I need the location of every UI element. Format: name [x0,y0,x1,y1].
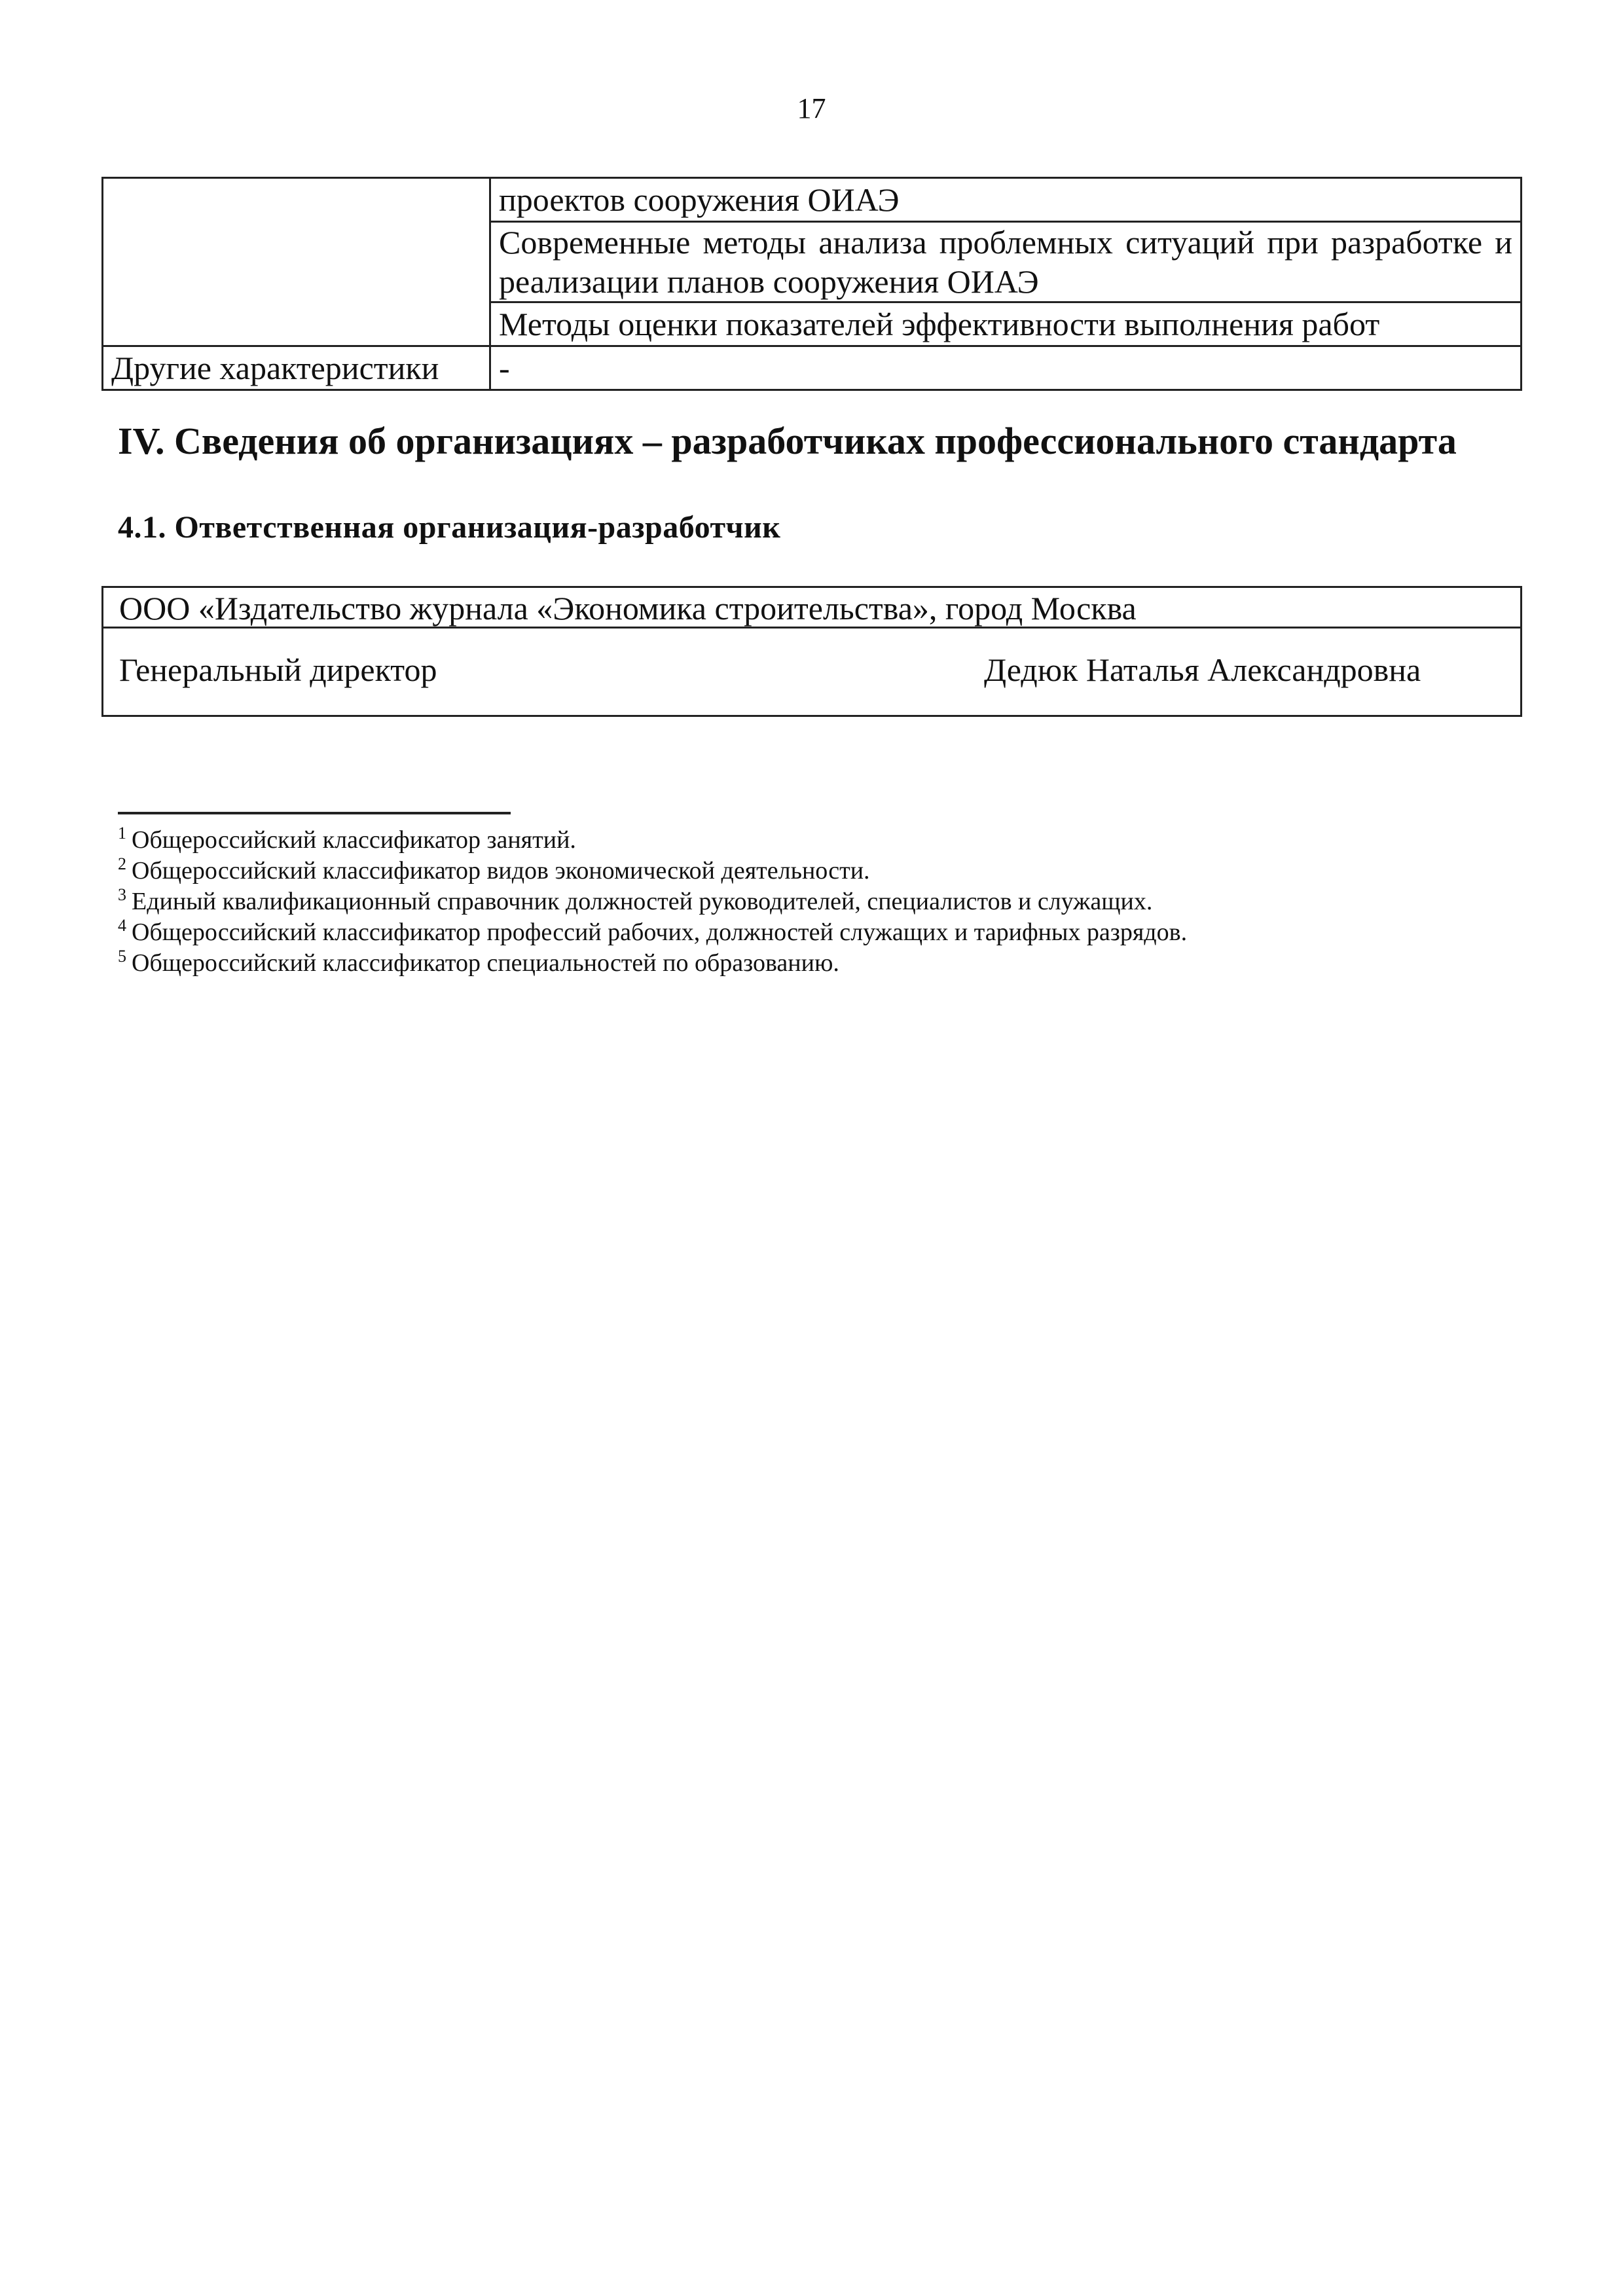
footnote-text: Общероссийский классификатор видов экономической деятельности. [132,857,870,884]
footnote-item [118,825,1525,856]
footnote-text: Общероссийский классификатор специальностей по образованию. [132,949,839,977]
table-cell-left [103,178,490,346]
footnote-text: Единый квалификационный справочник должностей руководителей, специалистов и служащих. [132,888,1153,915]
table-row [103,178,1522,222]
footnote-number: 4 [118,916,126,935]
organization-box [101,586,1522,717]
footnote-text: Общероссийский классификатор профессий рабочих, должностей служащих и тарифных разрядов. [132,919,1188,946]
footnote-item [118,917,1525,948]
footnote-divider [118,812,511,814]
footnote-item [118,856,1525,886]
footnote-item [118,886,1525,917]
table-row [103,346,1522,390]
table-cell-right: проектов сооружения ОИАЭ [490,178,1522,222]
table-cell-right: - [490,346,1522,390]
table-cell-left: Другие характеристики [103,346,490,390]
organization-position: Генеральный директор [119,651,437,688]
table-cell-right: Методы оценки показателей эффективности выполнения работ [490,302,1522,346]
section-heading: IV. Сведения об организациях – разработчиках профессионального стандарта [118,420,1457,462]
footnote-number: 5 [118,947,126,966]
footnote-text: Общероссийский классификатор занятий. [132,826,576,854]
table-cell-right: Современные методы анализа проблемных ситуаций при разработке и реализации планов сооружения ОИАЭ [490,222,1522,302]
footnote-number: 3 [118,885,126,904]
characteristics-table [101,177,1522,391]
sub-heading: 4.1. Ответственная организация-разработчик [118,510,781,545]
footnote-item [118,948,1525,979]
organization-name: ООО «Издательство журнала «Экономика строительства», город Москва [103,588,1520,629]
footnote-number: 2 [118,854,126,873]
page-number: 17 [797,92,826,124]
footnotes [118,825,1525,979]
footnote-number: 1 [118,824,126,843]
organization-person: Дедюк Наталья Александровна [984,651,1421,688]
